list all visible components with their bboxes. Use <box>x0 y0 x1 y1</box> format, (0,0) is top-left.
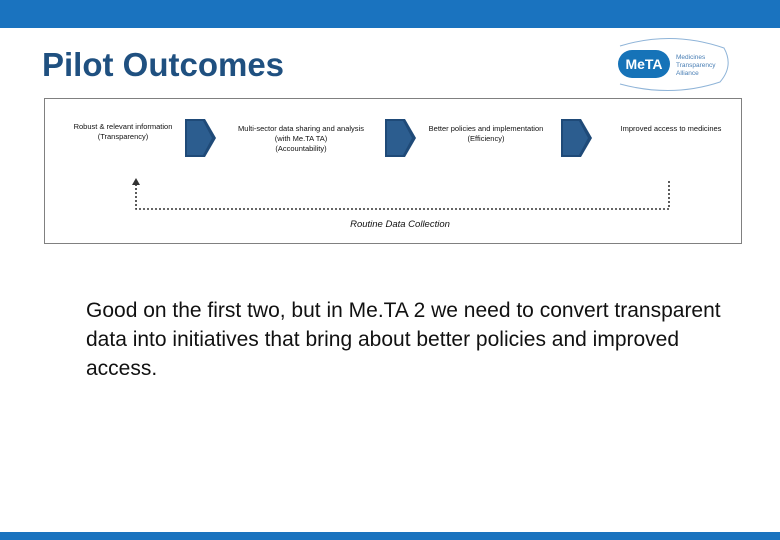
logo-badge: MeTA <box>618 50 670 78</box>
logo-line: Alliance <box>676 70 699 77</box>
logo-wordmark <box>676 54 728 78</box>
meta-logo <box>612 36 730 92</box>
step-label-line: Better policies and implementation <box>428 124 544 133</box>
step-label-line: Robust & relevant information <box>73 122 173 131</box>
step-label-line: (with Me.TA TA) <box>274 134 328 143</box>
step-label-line: (Accountability) <box>275 144 327 153</box>
outcome-flow-diagram <box>44 98 742 244</box>
step-label-line: Multi-sector data sharing and analysis <box>238 124 364 133</box>
body-text: Good on the first two, but in Me.TA 2 we need to convert transparent data into initiatives that bring about better policies and improved access. <box>86 299 721 380</box>
step-label-line: (Efficiency) <box>467 134 505 143</box>
logo-line: Medicines <box>676 54 706 61</box>
step-label-line: Improved access to medicines <box>620 124 722 133</box>
page-title: Pilot Outcomes <box>42 46 285 83</box>
step-label-line: (Transparency) <box>97 132 149 141</box>
loop-label: Routine Data Collection <box>350 219 450 230</box>
top-banner <box>0 0 780 28</box>
bottom-banner <box>0 532 780 540</box>
logo-line: Transparency <box>676 62 716 69</box>
